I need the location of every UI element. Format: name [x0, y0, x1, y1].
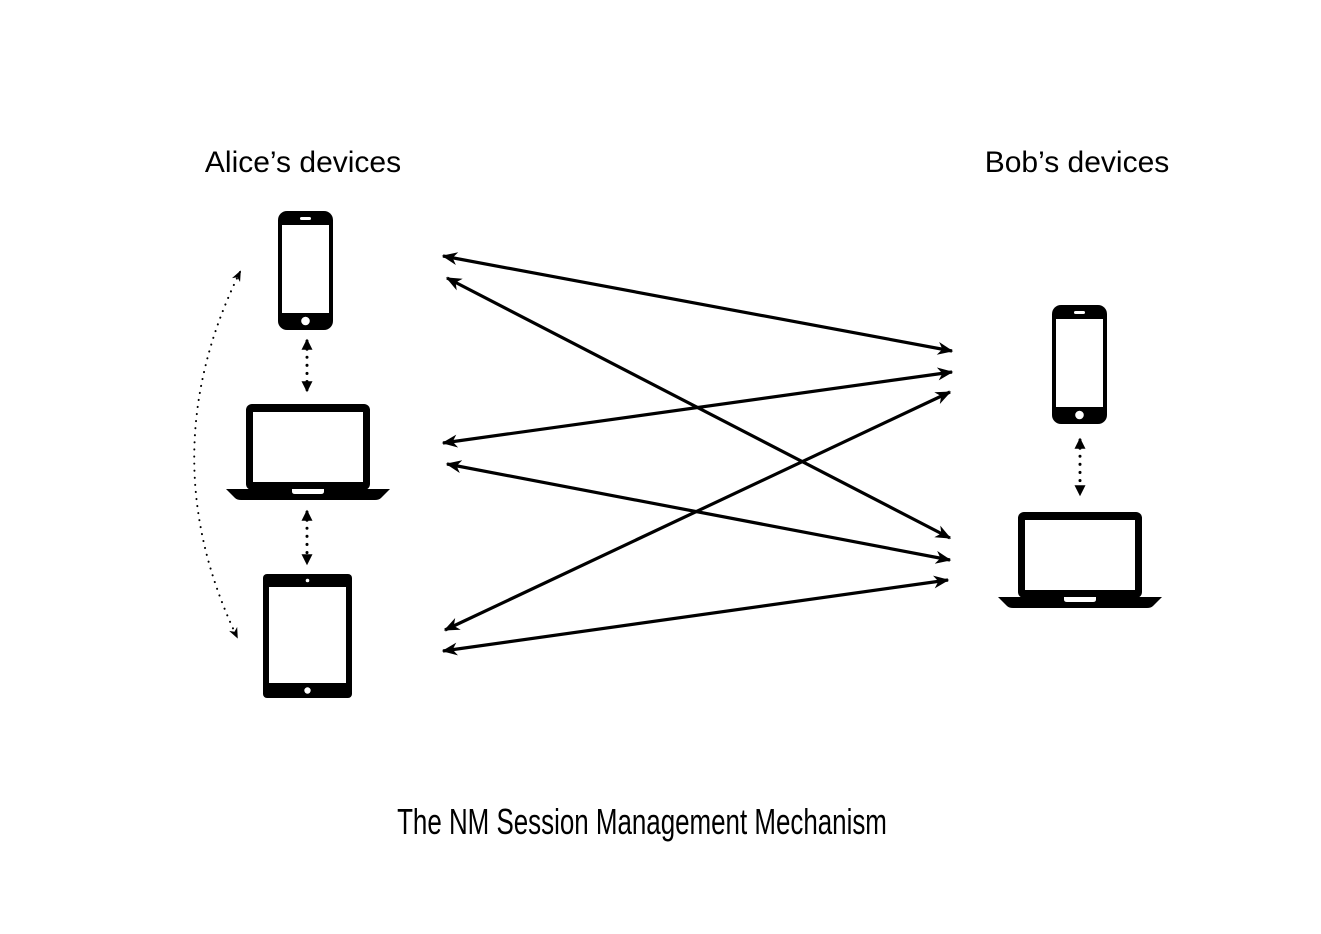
- session-link-alice-phone--bob-phone: [443, 256, 952, 351]
- alice-group-label: Alice’s devices: [204, 146, 402, 179]
- alice-tablet-tablet-icon: [263, 574, 352, 698]
- session-link-alice-tablet--bob-laptop: [443, 580, 948, 651]
- session-link-alice-tablet--bob-phone: [445, 392, 950, 630]
- diagram-title-text: The NM Session Management Mechanism: [397, 801, 887, 842]
- local-sync-arc-alice-phone--alice-tablet: [194, 272, 240, 637]
- alice-phone-smartphone-icon: [278, 211, 333, 330]
- session-link-alice-laptop--bob-phone: [443, 372, 952, 443]
- bob-phone-smartphone-icon: [1052, 305, 1107, 424]
- bob-laptop-laptop-icon: [998, 512, 1162, 608]
- alice-laptop-laptop-icon: [226, 404, 390, 500]
- bob-group-label: Bob’s devices: [984, 146, 1170, 179]
- diagram-title: [302, 801, 982, 843]
